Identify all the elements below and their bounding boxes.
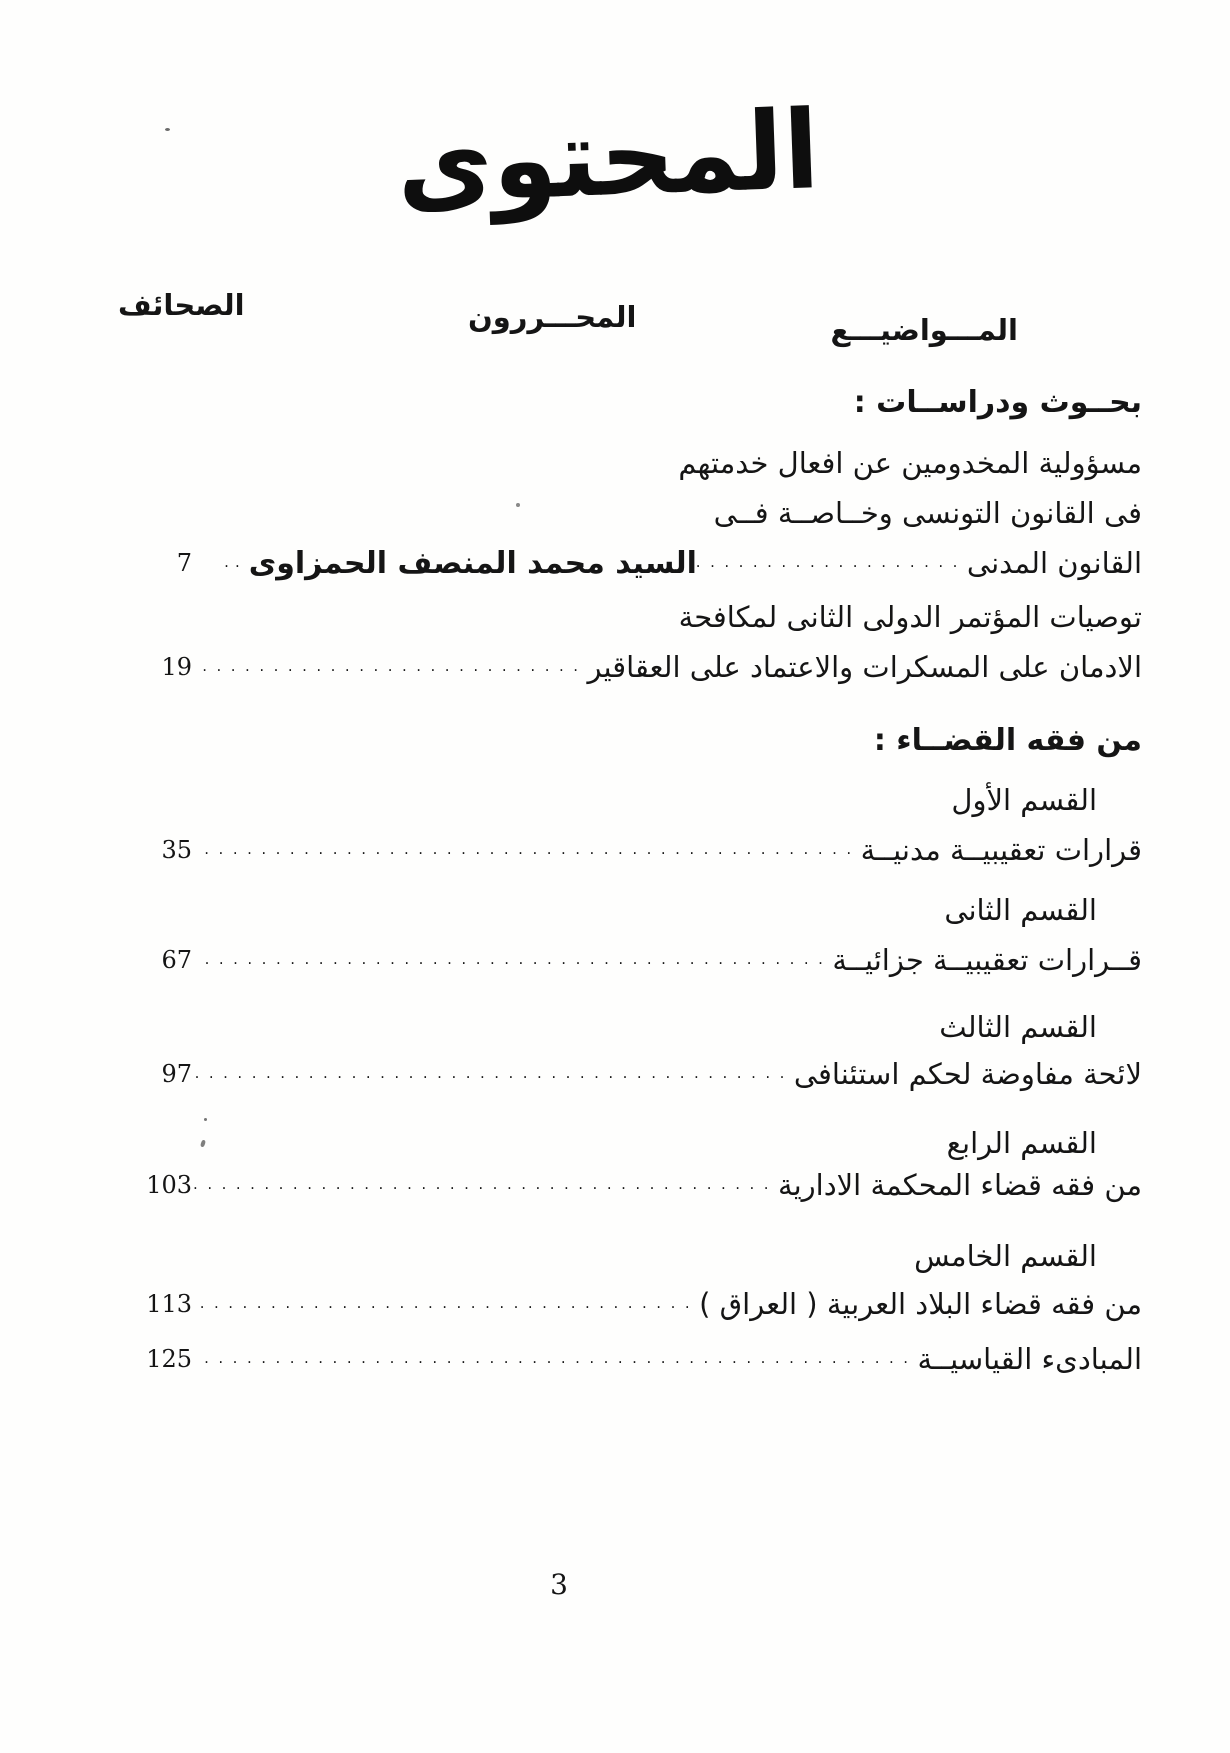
- toc-entry-row: [128, 1340, 1142, 1379]
- toc-entry-line: توصيات المؤتمر الدولى الثانى لمكافحة: [678, 600, 1142, 634]
- part-subheading: القسم الخامس: [914, 1239, 1097, 1273]
- toc-entry-row: [128, 648, 1142, 687]
- page-number: 19: [161, 653, 192, 681]
- scan-speck: [200, 1140, 206, 1148]
- toc-entry-row: [128, 1166, 1142, 1205]
- scan-speck: [516, 503, 520, 507]
- editor-name: السيد محمد المنصف الحمزاوى: [248, 546, 697, 581]
- section-heading-research: بحــوث ودراســات :: [853, 385, 1142, 420]
- dot-leader: [194, 1293, 699, 1313]
- dot-leader: [194, 1063, 794, 1083]
- page-title-calligraphy: المحتوى: [394, 86, 822, 228]
- toc-entry-row: [128, 544, 1142, 585]
- toc-entry-line: فى القانون التونسى وخــاصــة فــى: [713, 496, 1142, 530]
- toc-entry-text: الادمان على المسكرات والاعتماد على العقاقير: [587, 650, 1142, 684]
- toc-entry-row: [128, 1285, 1142, 1324]
- toc-entry-text: قرارات تعقيبيــة مدنيــة: [860, 833, 1142, 867]
- part-subheading: القسم الثانى: [944, 893, 1097, 927]
- toc-entry-line: مسؤولية المخدومين عن افعال خدمتهم: [678, 446, 1142, 480]
- part-subheading: القسم الثالث: [939, 1010, 1097, 1044]
- toc-entry-text: المبادىء القياسيــة: [917, 1342, 1142, 1376]
- toc-entry-text: قــرارات تعقيبيــة جزائيــة: [832, 943, 1142, 977]
- toc-entry-row: [128, 941, 1142, 980]
- toc-entry-text: من فقه قضاء البلاد العربية ( العراق ): [699, 1287, 1142, 1321]
- toc-entry-text: القانون المدنى: [966, 546, 1142, 580]
- page-number: 125: [146, 1345, 192, 1373]
- page-number: 35: [161, 836, 192, 864]
- toc-entry-text: لائحة مفاوضة لحكم استئنافى: [793, 1057, 1142, 1091]
- page-number: 103: [146, 1171, 192, 1199]
- section-heading-jurisprudence: من فقه القضــاء :: [873, 723, 1142, 758]
- column-header-topics: المـــواضيـــع: [830, 313, 1018, 347]
- page-number: 67: [161, 946, 192, 974]
- page-number: 7: [176, 549, 192, 577]
- toc-entry-row: [128, 831, 1142, 870]
- dot-leader: [224, 552, 246, 572]
- dot-leader: [194, 1174, 778, 1194]
- toc-entry-row: [128, 1055, 1142, 1094]
- dot-leader: [194, 1348, 918, 1368]
- toc-entry-text: من فقه قضاء المحكمة الادارية: [778, 1168, 1142, 1202]
- footer-page-number: 3: [550, 1568, 568, 1601]
- page-number: 113: [146, 1290, 192, 1318]
- scan-speck: [204, 1118, 207, 1121]
- dot-leader: [194, 656, 588, 676]
- column-header-editors: المحـــررون: [468, 300, 637, 334]
- dot-leader: [697, 552, 967, 572]
- part-subheading: القسم الأول: [951, 783, 1097, 817]
- dot-leader: [194, 949, 832, 969]
- page-number: 97: [161, 1060, 192, 1088]
- part-subheading: القسم الرابع: [946, 1126, 1097, 1160]
- dot-leader: [194, 839, 861, 859]
- column-header-pages: الصحائف: [118, 288, 245, 322]
